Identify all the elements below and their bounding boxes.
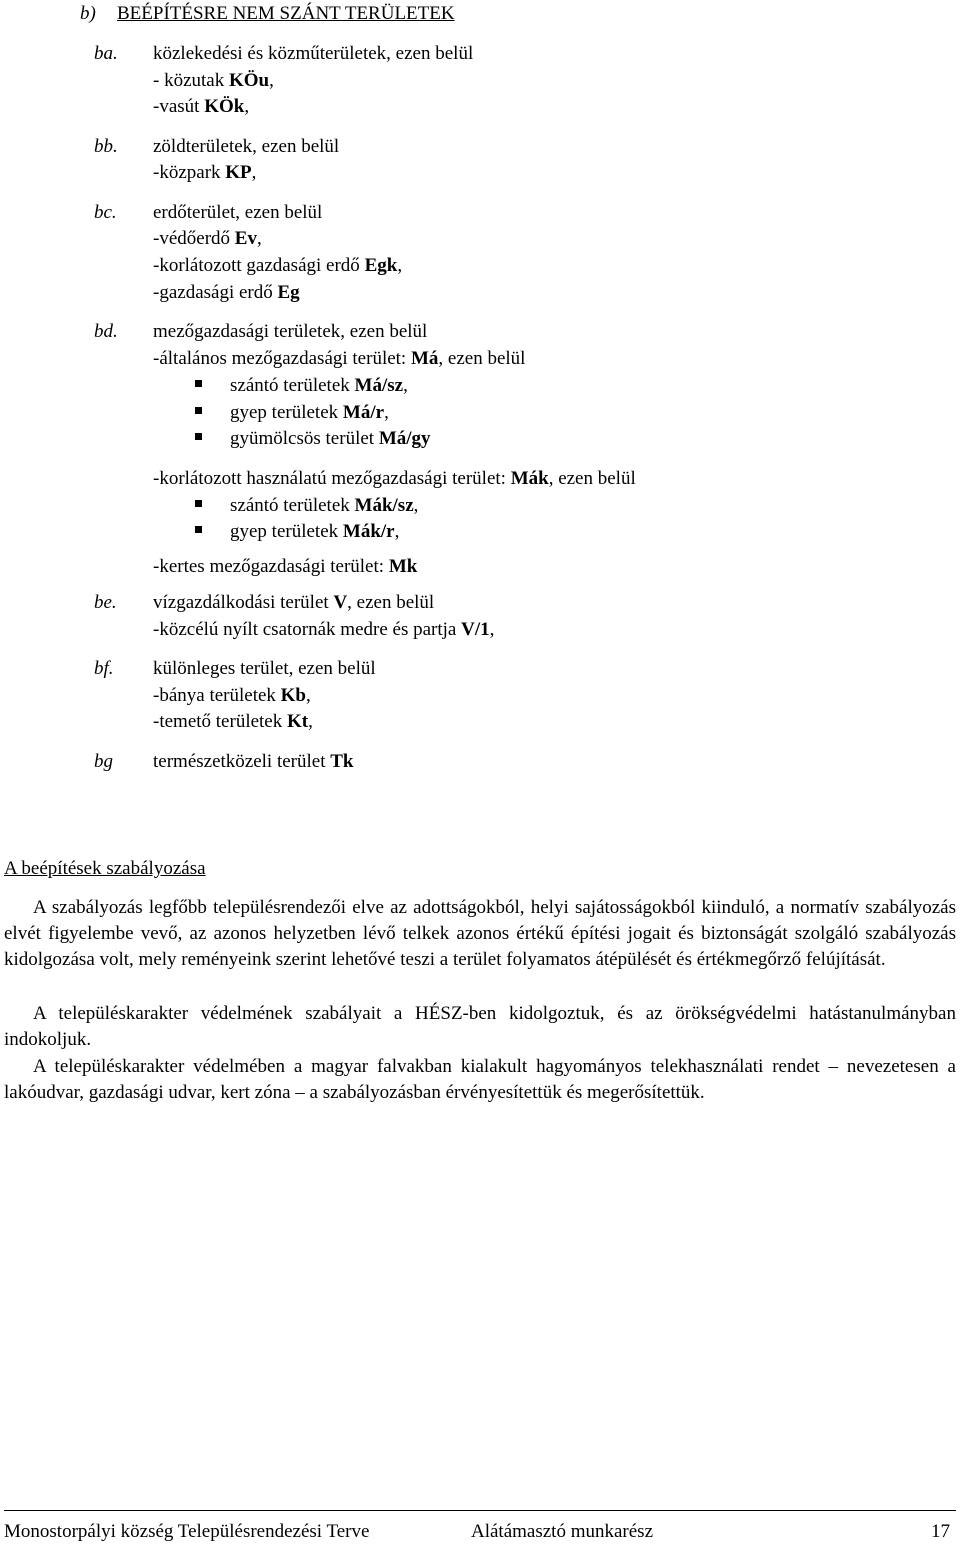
item-label-bc: bc. <box>94 202 117 223</box>
bullet-square-icon <box>195 407 202 414</box>
bullet-square-icon <box>195 433 202 440</box>
section-heading: A beépítések szabályozása <box>4 858 206 879</box>
footer-section: Alátámasztó munkarész <box>471 1521 654 1542</box>
item-bb-line2: -közpark KP, <box>153 162 257 183</box>
item-label-be: be. <box>94 592 117 613</box>
item-label-bb: bb. <box>94 136 118 157</box>
footer-rule <box>4 1510 956 1511</box>
item-bf-line1: különleges terület, ezen belül <box>153 658 376 679</box>
item-ba-line3: -vasút KÖk, <box>153 96 250 117</box>
item-bd-bullet2: gyep területek Má/r, <box>230 402 389 423</box>
item-be-line2: -közcélú nyílt csatornák medre és partja V/1, <box>153 619 495 640</box>
item-label-bd: bd. <box>94 321 118 342</box>
bullet-square-icon <box>195 526 202 533</box>
item-ba-line2: - közutak KÖu, <box>153 70 274 91</box>
item-bc-line3: -korlátozott gazdasági erdő Egk, <box>153 255 403 276</box>
page-number: 17 <box>931 1521 950 1542</box>
item-bd-line3: -korlátozott használatú mezőgazdasági terület: Mák, ezen belül <box>153 468 636 489</box>
item-label-bg: bg <box>94 751 113 772</box>
paragraph-1: A szabályozás legfőbb településrendezői elve az adottságokból, helyi sajátosságokból kiinduló, a normatív szabályozás elvét figyelembe vevő, az azonos helyzetben lévő telkek azonos értékű építési jogait és biztonságát szolgáló szabályozás kidolgozása volt, mely reményeink szerint lehetővé teszi a terület folyamatos átépülését és értékmegőrző felújítását. <box>4 897 956 971</box>
item-bd-line1: mezőgazdasági területek, ezen belül <box>153 321 428 342</box>
item-ba-line1: közlekedési és közműterületek, ezen belül <box>153 43 474 64</box>
item-bg-line1: természetközeli terület Tk <box>153 751 354 772</box>
item-bd-bullet1: szántó területek Má/sz, <box>230 375 408 396</box>
paragraph-2: A településkarakter védelmének szabályait a HÉSZ-ben kidolgoztuk, és az örökségvédelmi hatástanulmányban indokoljuk. <box>4 1003 956 1051</box>
item-bf-line2: -bánya területek Kb, <box>153 685 311 706</box>
item-bc-line2: -védőerdő Ev, <box>153 228 262 249</box>
bullet-square-icon <box>195 500 202 507</box>
item-label-ba: ba. <box>94 43 118 64</box>
item-bd-bullet4: szántó területek Mák/sz, <box>230 495 419 516</box>
item-bc-line4: -gazdasági erdő Eg <box>153 282 300 303</box>
section-title: BEÉPÍTÉSRE NEM SZÁNT TERÜLETEK <box>117 3 455 24</box>
item-bd-line4: -kertes mezőgazdasági terület: Mk <box>153 556 418 577</box>
section-marker: b) <box>80 3 96 24</box>
item-be-line1: vízgazdálkodási terület V, ezen belül <box>153 592 435 613</box>
item-label-bf: bf. <box>94 658 114 679</box>
item-bd-bullet3: gyümölcsös terület Má/gy <box>230 428 431 449</box>
item-bc-line1: erdőterület, ezen belül <box>153 202 323 223</box>
item-bd-bullet5: gyep területek Mák/r, <box>230 521 400 542</box>
item-bf-line3: -temető területek Kt, <box>153 711 313 732</box>
paragraph-3: A településkarakter védelmében a magyar falvakban kialakult hagyományos telekhasználati rendet – nevezetesen a lakóudvar, gazdasági udvar, kert zóna – a szabályozásban érvényesítettük és megerősítettük. <box>4 1056 956 1104</box>
item-bd-line2: -általános mezőgazdasági terület: Má, ezen belül <box>153 348 526 369</box>
footer-document-title: Monostorpályi község Településrendezési Terve <box>4 1521 370 1542</box>
bullet-square-icon <box>195 380 202 387</box>
item-bb-line1: zöldterületek, ezen belül <box>153 136 340 157</box>
